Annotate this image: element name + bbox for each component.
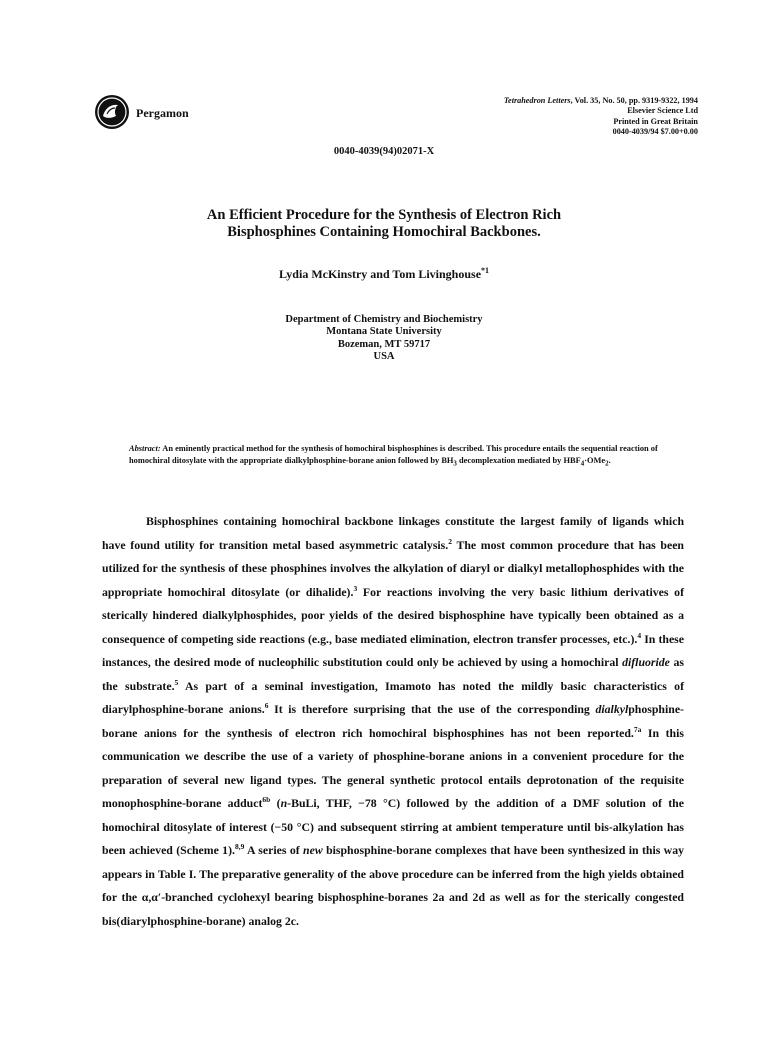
- body-sentence: The most common procedure that has been utilized for the synthesis of these phosphines involves the alkylation of diaryl or dialkyl metallophosphides with the appropriate homochiral ditosylate (or dihalide).: [102, 537, 684, 599]
- body-sentence: (: [270, 796, 281, 810]
- affiliation-line-3: Bozeman, MT 59717: [337, 338, 431, 350]
- reference-marker: 3: [353, 583, 358, 593]
- journal-info: [504, 96, 698, 138]
- body-sentence: bisphosphine-borane complexes that have been synthesized in this way appears in Table I. The preparative generality of the above procedure can be inferred from the high yields obtained for the α,α′-branched cyclohexyl bearing bisphosphine-boranes 2a and 2d as well as for the sterically congested bis(diarylphosphine-borane) analog 2c.: [102, 843, 685, 928]
- abstract-text: decomplexation mediated by HBF: [456, 456, 581, 466]
- body-sentence: Bisphosphines containing homochiral backbone linkages constitute the largest family of ligands which have found utility for transition metal based asymmetric catalysis.: [102, 514, 684, 552]
- italic-term: dialkyl: [595, 702, 629, 716]
- journal-details: , Vol. 35, No. 50, pp. 9319-9322, 1994: [570, 96, 698, 105]
- italic-term: new: [303, 843, 323, 857]
- title-line-2: Bisphosphines Containing Homochiral Backbones.: [227, 224, 541, 240]
- reference-marker: 8,9: [234, 842, 245, 852]
- body-sentence: In these instances, the desired mode of nucleophilic substitution could only be achieved by using a homochiral: [102, 631, 685, 669]
- body-sentence: as the substrate.: [102, 655, 684, 693]
- abstract-subscript: 2: [605, 459, 609, 468]
- reference-marker: 7a: [633, 724, 642, 734]
- affiliation-line-4: USA: [373, 351, 395, 363]
- body-sentence: As part of a seminal investigation, Imamoto has noted the mildly basic characteristics of diarylphosphine-borane anions.: [102, 678, 685, 716]
- abstract-label: Abstract:: [129, 444, 161, 453]
- journal-name: Tetrahedron Letters: [503, 96, 571, 105]
- body-text: [102, 510, 684, 933]
- title-line-1: An Efficient Procedure for the Synthesis of Electron Rich: [206, 207, 562, 223]
- body-sentence: For reactions involving the very basic lithium derivatives of sterically hindered dialkylphosphides, poor yields of the desired bisphosphine have typically been obtained as a consequence of competing side reactions (e.g., base mediated elimination, electron transfer processes, etc.).: [102, 584, 684, 646]
- body-sentence: It is therefore surprising that the use of the corresponding: [268, 702, 596, 716]
- abstract-text: ·OMe: [584, 456, 606, 466]
- body-sentence: phosphine-borane anions for the synthesis of electron rich homochiral bisphosphines has not been reported.: [102, 702, 684, 740]
- abstract-subscript: 3: [453, 459, 457, 468]
- body-sentence: A series of: [244, 843, 304, 857]
- publisher-line: Elsevier Science Ltd: [627, 106, 698, 116]
- affiliation: [0, 314, 768, 364]
- article-title: [0, 207, 768, 241]
- reference-marker: 6: [264, 701, 269, 711]
- abstract-subscript: 4: [580, 459, 585, 468]
- publisher-name: Pergamon: [136, 106, 189, 120]
- price-line: 0040-4039/94 $7.00+0.00: [612, 127, 698, 137]
- pergamon-logo-icon: [94, 94, 130, 130]
- author-names: Lydia McKinstry and Tom Livinghouse: [278, 267, 482, 281]
- affiliation-line-2: Montana State University: [326, 326, 442, 338]
- doi-code: 0040-4039(94)02071-X: [333, 146, 435, 157]
- italic-term: n: [280, 796, 288, 810]
- abstract-text: .: [608, 456, 611, 466]
- body-sentence: -BuLi, THF, −78 °C) followed by the addition of a DMF solution of the homochiral ditosylate of interest (−50 °C) and subsequent stirring at ambient temperature until bis-alkylation has been achieved (Scheme 1).: [102, 796, 684, 857]
- body-paragraph: [102, 510, 684, 933]
- affiliation-line-1: Department of Chemistry and Biochemistry: [285, 314, 483, 325]
- authors: [0, 266, 768, 282]
- italic-term: difluoride: [622, 655, 670, 669]
- author-footnote-marker: *1: [481, 266, 490, 275]
- reference-marker: 2: [448, 536, 452, 546]
- reference-marker: 5: [174, 677, 179, 687]
- abstract-text: An eminently practical method for the synthesis of homochiral bisphosphines is described. This procedure entails the sequential reaction of homochiral ditosylate with the appropriate dialkylphosphine-borane anion followed by BH: [129, 444, 658, 466]
- body-sentence: In this communication we describe the use of a variety of phosphine-borane anions in a convenient procedure for the preparation of several new ligand types. The general synthetic protocol entails deprotonation of the requisite monophosphine-borane adduct: [102, 725, 684, 810]
- reference-marker: 6b: [262, 795, 271, 805]
- reference-marker: 4: [637, 630, 642, 640]
- abstract: [129, 443, 679, 470]
- printed-line: Printed in Great Britain: [613, 116, 698, 126]
